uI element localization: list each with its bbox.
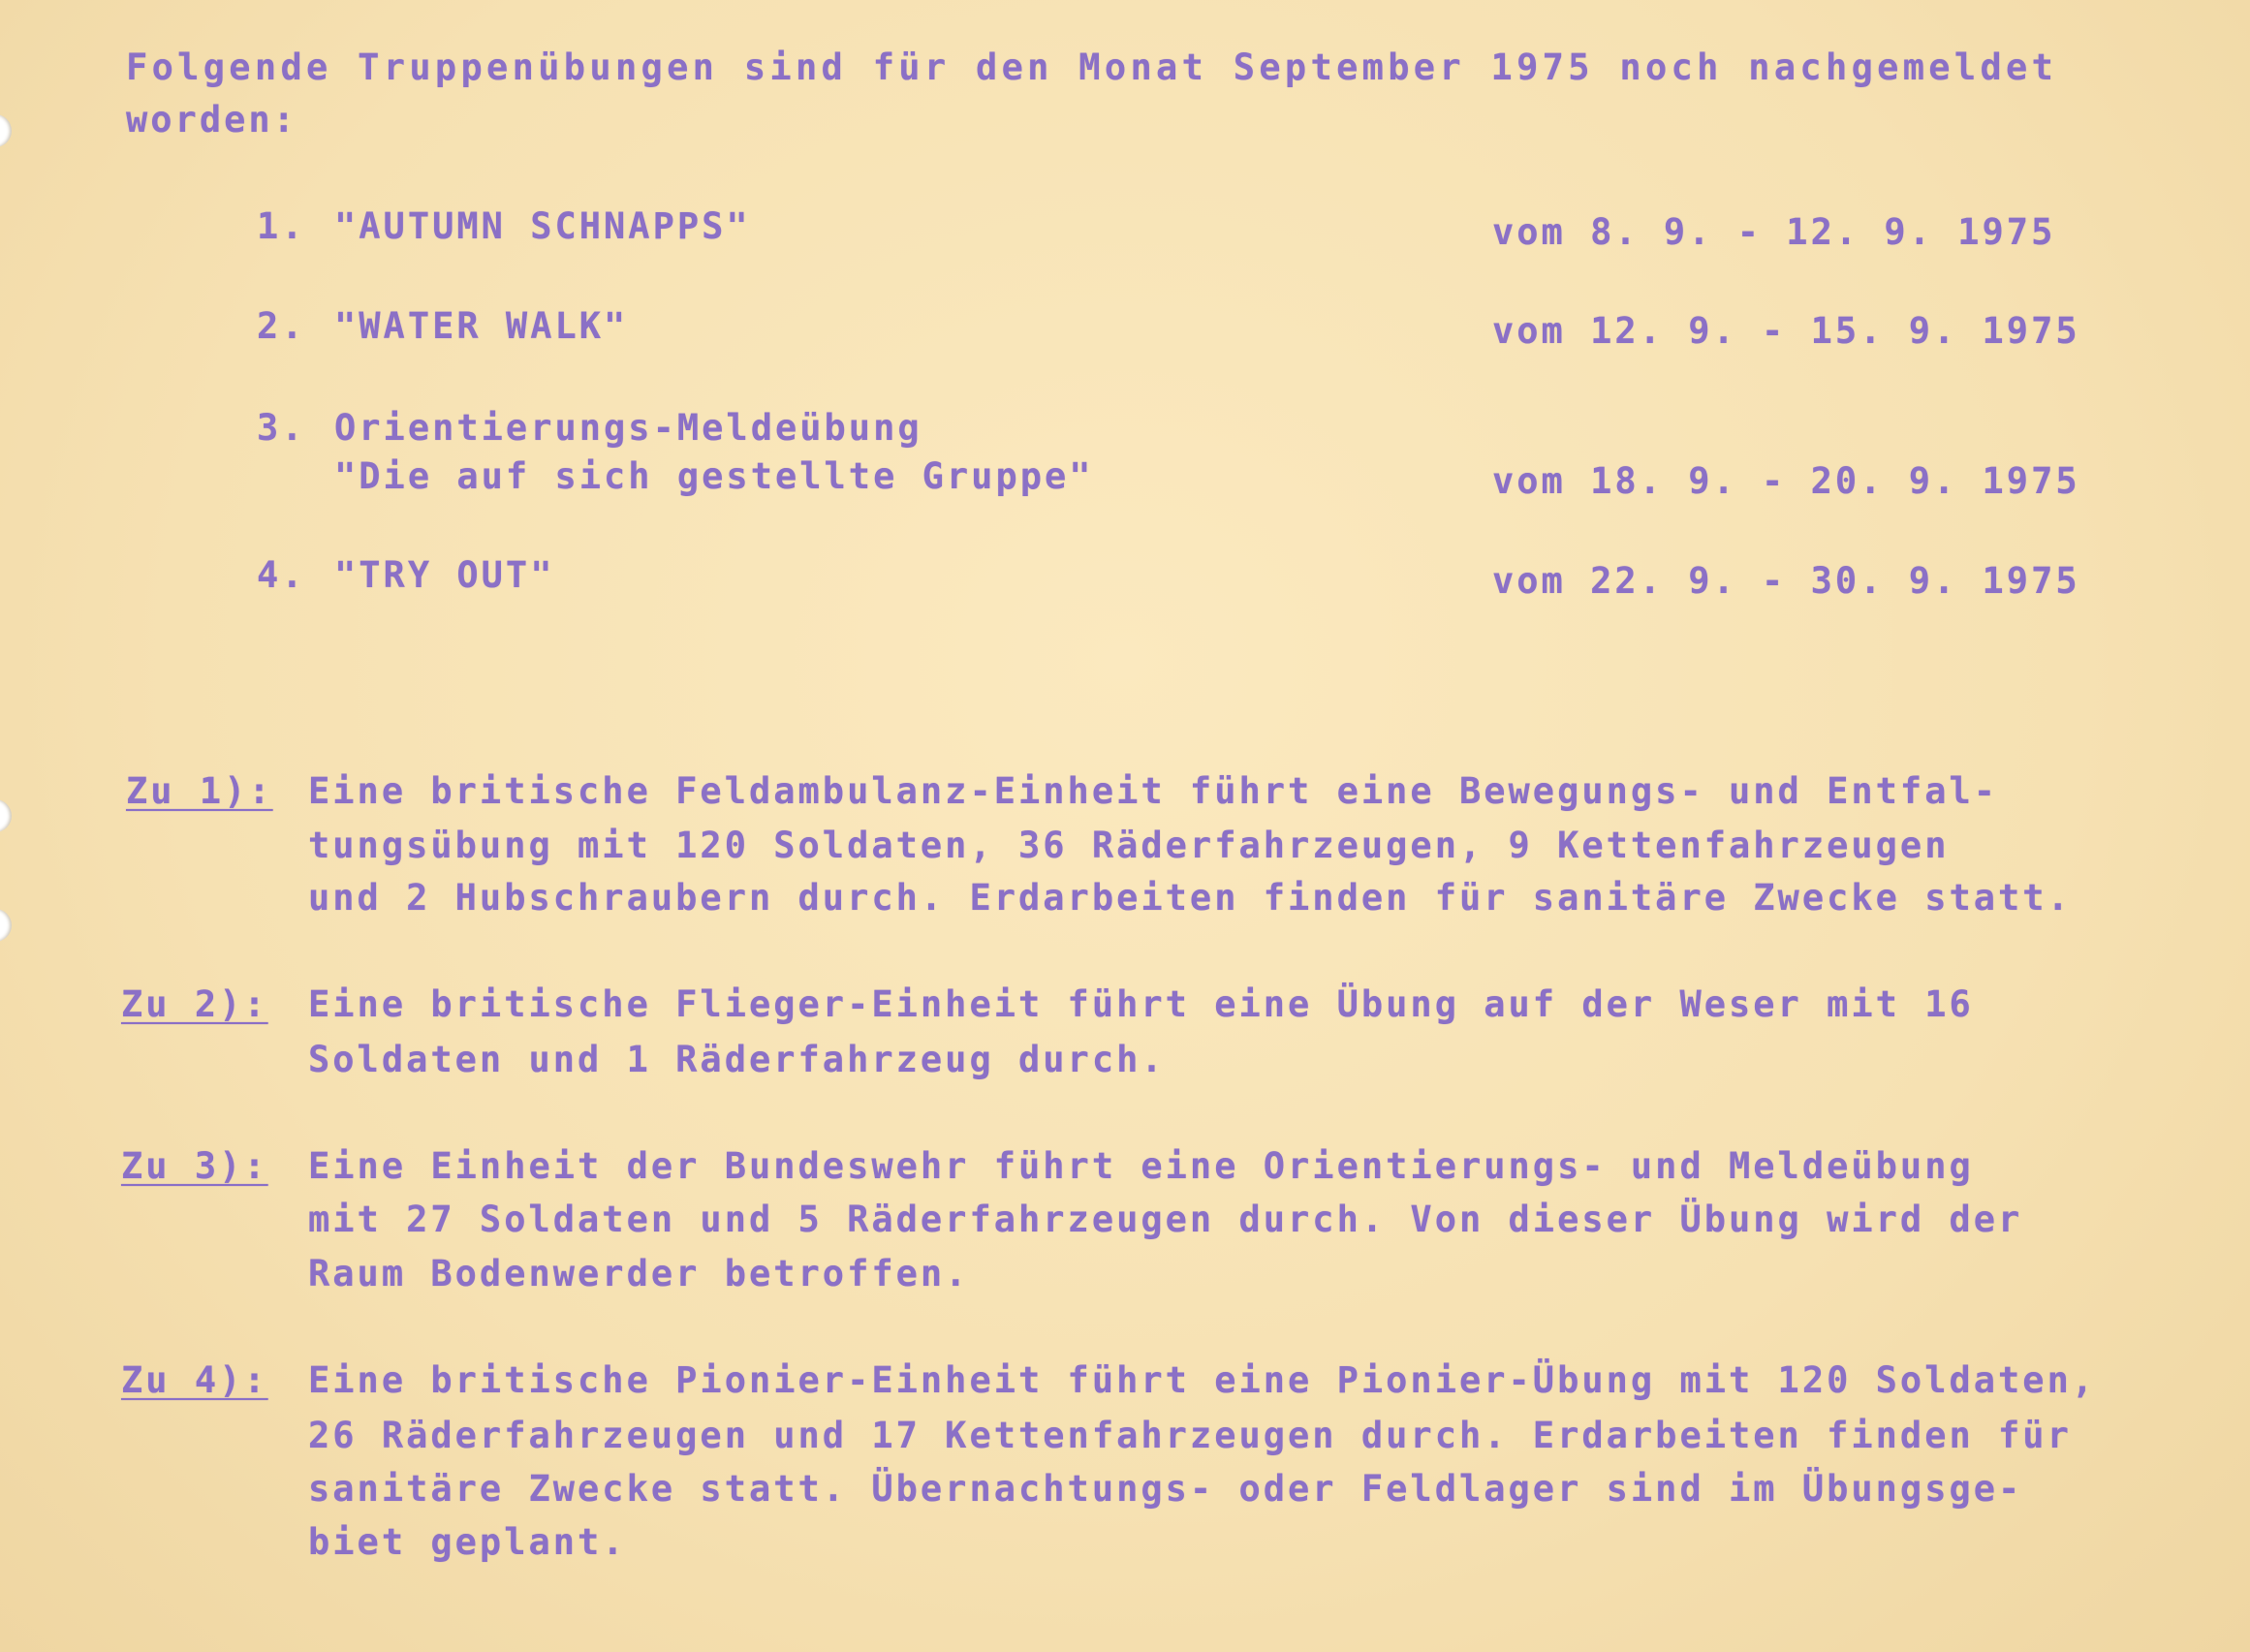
intro-line-1: Folgende Truppenübungen sind für den Monat September 1975 noch nachgemeldet bbox=[126, 47, 2058, 88]
note-3-line-2: mit 27 Soldaten und 5 Räderfahrzeugen durch. Von dieser Übung wird der bbox=[308, 1199, 2023, 1240]
punch-hole bbox=[0, 799, 12, 832]
exercise-3-dates: vom 18. 9. - 20. 9. 1975 bbox=[1492, 460, 2080, 502]
note-1-line-3: und 2 Hubschraubern durch. Erdarbeiten finden für sanitäre Zwecke statt. bbox=[308, 877, 2072, 919]
exercise-4-number: 4. bbox=[257, 554, 306, 596]
exercise-3-number: 3. bbox=[257, 407, 306, 449]
note-4-line-3: sanitäre Zwecke statt. Übernachtungs- oder Feldlager sind im Übungsge- bbox=[308, 1468, 2023, 1510]
exercise-2-name: "WATER WALK" bbox=[334, 305, 629, 347]
note-3-label: Zu 3): bbox=[121, 1145, 268, 1187]
note-1-line-1: Eine britische Feldambulanz-Einheit führt eine Bewegungs- und Entfal- bbox=[308, 770, 1999, 812]
note-1-label: Zu 1): bbox=[126, 770, 273, 812]
punch-hole bbox=[0, 909, 12, 942]
exercise-1-dates: vom 8. 9. - 12. 9. 1975 bbox=[1492, 211, 2056, 253]
exercise-2-dates: vom 12. 9. - 15. 9. 1975 bbox=[1492, 310, 2080, 352]
exercise-3-name-line-1: Orientierungs-Meldeübung bbox=[334, 407, 922, 449]
note-2-line-1: Eine britische Flieger-Einheit führt eine Übung auf der Weser mit 16 bbox=[308, 983, 1974, 1025]
punch-hole bbox=[0, 114, 12, 147]
note-3-line-1: Eine Einheit der Bundeswehr führt eine Orientierungs- und Meldeübung bbox=[308, 1145, 1974, 1187]
note-1-line-2: tungsübung mit 120 Soldaten, 36 Räderfahrzeugen, 9 Kettenfahrzeugen bbox=[308, 825, 1950, 866]
intro-line-2: worden: bbox=[126, 99, 297, 140]
exercise-1-name: "AUTUMN SCHNAPPS" bbox=[334, 205, 751, 247]
note-3-line-3: Raum Bodenwerder betroffen. bbox=[308, 1253, 970, 1294]
note-2-line-2: Soldaten und 1 Räderfahrzeug durch. bbox=[308, 1039, 1166, 1080]
note-4-label: Zu 4): bbox=[121, 1359, 268, 1401]
note-4-line-2: 26 Räderfahrzeugen und 17 Kettenfahrzeugen durch. Erdarbeiten finden für bbox=[308, 1415, 2072, 1456]
exercise-1-number: 1. bbox=[257, 205, 306, 247]
note-4-line-1: Eine britische Pionier-Einheit führt eine Pionier-Übung mit 120 Soldaten, bbox=[308, 1359, 2097, 1401]
exercise-3-name-line-2: "Die auf sich gestellte Gruppe" bbox=[334, 455, 1094, 497]
exercise-4-name: "TRY OUT" bbox=[334, 554, 555, 596]
note-4-line-4: biet geplant. bbox=[308, 1521, 627, 1563]
note-2-label: Zu 2): bbox=[121, 983, 268, 1025]
exercise-4-dates: vom 22. 9. - 30. 9. 1975 bbox=[1492, 560, 2080, 602]
exercise-2-number: 2. bbox=[257, 305, 306, 347]
